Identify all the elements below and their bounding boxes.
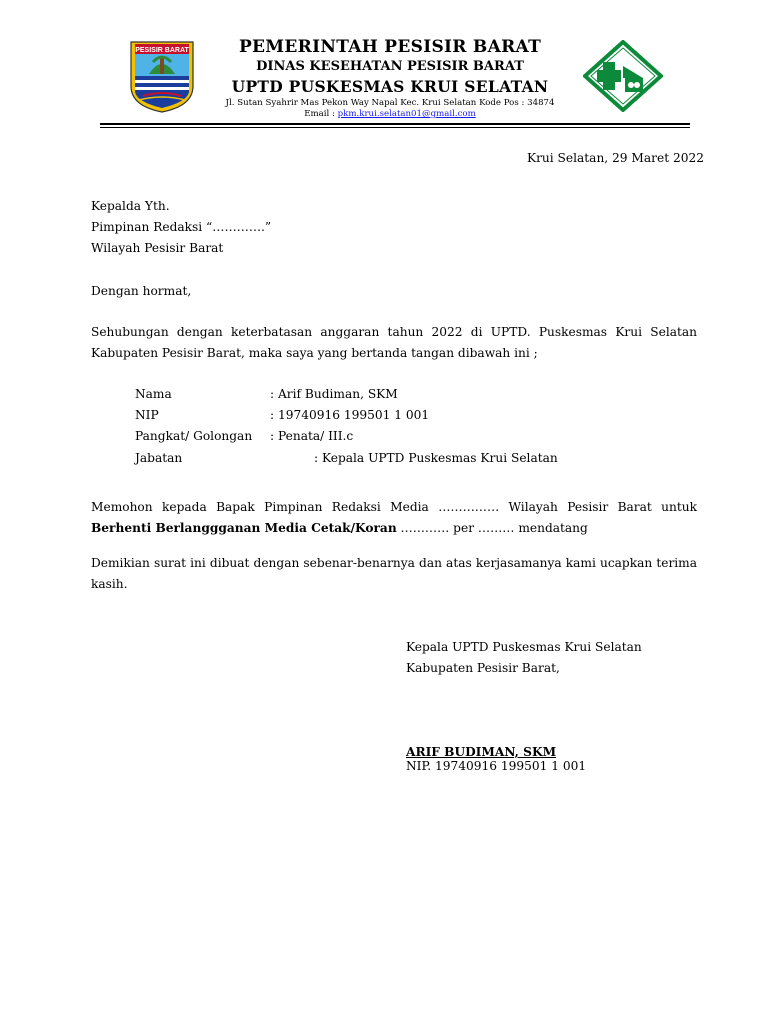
signature-title-1: Kepala UPTD Puskesmas Krui Selatan — [406, 640, 642, 654]
recipient-line-1: Kepalda Yth. — [91, 199, 170, 213]
greeting: Dengan hormat, — [91, 284, 192, 298]
field-label-nama: Nama — [135, 387, 172, 401]
field-label-pangkat: Pangkat/ Golongan — [135, 429, 253, 443]
letterhead-rule — [100, 123, 690, 125]
recipient-line-2: Pimpinan Redaksi “………….” — [91, 220, 272, 234]
field-value-jabatan: : Kepala UPTD Puskesmas Krui Selatan — [314, 451, 558, 465]
request-text-after: ………… per ……… mendatang — [396, 521, 588, 535]
email-label: Email : — [304, 109, 338, 119]
intro-paragraph: Sehubungan dengan keterbatasan anggaran tahun 2022 di UPTD. Puskesmas Krui Selatan Kabupaten Pesisir Barat, maka saya yang bertanda tangan dibawah ini ; — [91, 325, 697, 360]
letterhead — [200, 36, 580, 120]
email-line — [200, 109, 580, 120]
recipient-line-3: Wilayah Pesisir Barat — [91, 241, 224, 255]
field-value-nama: : Arif Budiman, SKM — [270, 387, 398, 401]
field-value-pangkat: : Penata/ III.c — [270, 429, 354, 443]
signature-nip: NIP. 19740916 199501 1 001 — [406, 759, 587, 773]
institution-name: UPTD PUSKESMAS KRUI SELATAN — [231, 77, 549, 96]
department-name: DINAS KESEHATAN PESISIR BARAT — [256, 59, 524, 74]
signature-title-2: Kabupaten Pesisir Barat, — [406, 661, 560, 675]
field-label-nip: NIP — [135, 408, 159, 422]
field-value-nip: : 19740916 199501 1 001 — [270, 408, 430, 422]
regency-coat-of-arms-icon — [127, 40, 197, 114]
closing-paragraph: Demikian surat ini dibuat dengan sebenar-benarnya dan atas kerjasamanya kami ucapkan terima kasih. — [91, 556, 697, 591]
request-text-before: Memohon kepada Bapak Pimpinan Redaksi Media …………… Wilayah Pesisir Barat untuk — [91, 500, 697, 514]
signature-name: ARIF BUDIMAN, SKM — [406, 745, 557, 759]
letterhead-rule-thin — [100, 127, 690, 128]
request-bold-text: Berhenti Berlanggganan Media Cetak/Koran — [91, 521, 397, 535]
email-link[interactable]: pkm.krui.selatan01@gmail.com — [337, 109, 476, 119]
address: Jl. Sutan Syahrir Mas Pekon Way Napal Kec. Krui Selatan Kode Pos : 34874 — [225, 98, 555, 108]
request-paragraph — [91, 497, 697, 539]
logo-text: PESISIR BARAT — [135, 47, 189, 54]
puskesmas-cross-house-icon — [583, 40, 663, 112]
government-name: PEMERINTAH PESISIR BARAT — [238, 37, 542, 57]
field-label-jabatan: Jabatan — [135, 451, 183, 465]
letter-date: Krui Selatan, 29 Maret 2022 — [527, 151, 704, 165]
